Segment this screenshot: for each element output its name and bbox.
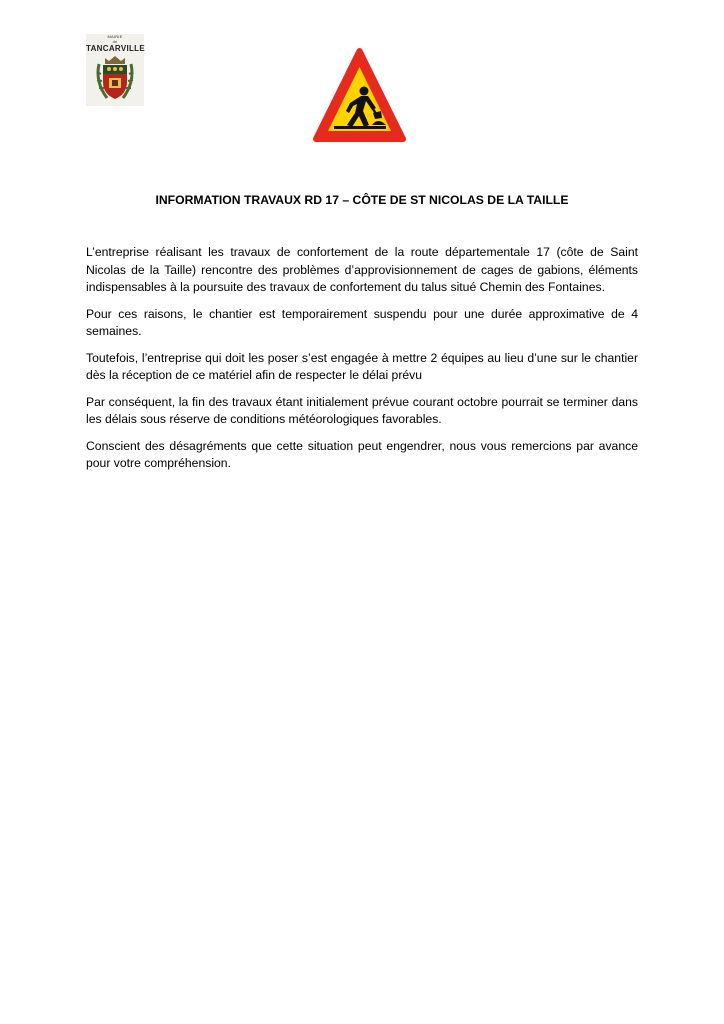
town-logo	[86, 34, 144, 106]
paragraph: Toutefois, l’entreprise qui doit les poser s’est engagée à mettre 2 équipes au lieu d’une sur le chantier dès la réception de ce matériel afin de respecter le délai prévu	[86, 350, 638, 382]
paragraph: Conscient des désagréments que cette situation peut engendrer, nous vous remercions par avance pour votre compréhension.	[86, 438, 638, 470]
logo-line-de: de	[112, 39, 118, 44]
notice-body	[86, 244, 638, 482]
logo-line-mairie: MAIRIE	[107, 34, 123, 39]
paragraph: Par conséquent, la fin des travaux étant initialement prévue courant octobre pourrait se terminer dans les délais sous réserve de conditions météorologiques favorables.	[86, 394, 638, 426]
roadworks-warning-icon	[312, 47, 407, 145]
page-title: INFORMATION TRAVAUX RD 17 – CÔTE DE ST NICOLAS DE LA TAILLE	[155, 193, 569, 207]
coat-of-arms-icon	[93, 54, 137, 102]
logo-town-name: TANCARVILLE	[86, 44, 146, 53]
paragraph: L’entreprise réalisant les travaux de confortement de la route départementale 17 (côte de Saint Nicolas de la Taille) rencontre des problèmes d’approvisionnement de cages de gabions, éléments indispensables à la poursuite des travaux de confortement du talus situé Chemin des Fontaines.	[86, 245, 638, 294]
paragraph: Pour ces raisons, le chantier est temporairement suspendu pour une durée approximative de 4 semaines.	[86, 306, 638, 338]
